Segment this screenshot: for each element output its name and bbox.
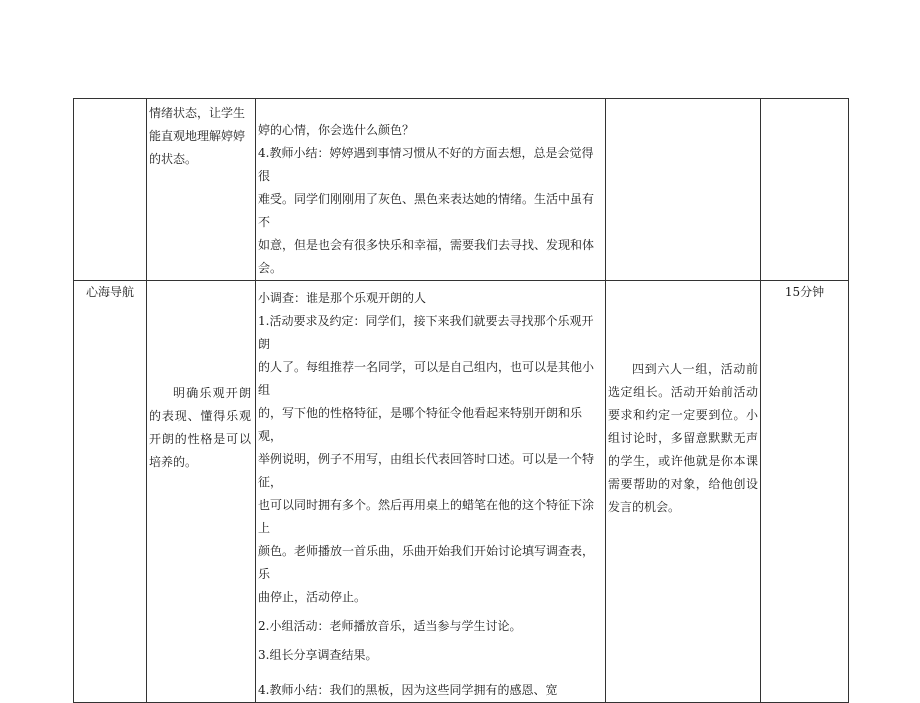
- goal-line: 的状态。: [149, 152, 198, 166]
- table-row: [74, 281, 849, 703]
- goal-line: 情绪状态，让学生: [149, 106, 246, 120]
- activity-line: 举例说明，例子不用写，由组长代表回答时口述。可以是一个特征，: [258, 452, 595, 489]
- time-cell: [761, 99, 849, 281]
- activity-line: 难受。同学们刚刚用了灰色、黑色来表达她的情绪。生活中虽有不: [258, 192, 595, 229]
- activity-line: 曲停止，活动停止。: [258, 590, 367, 604]
- section-cell: [74, 99, 147, 281]
- activity-line: 的人了。每组推荐一名同学，可以是自己组内，也可以是其他小组: [258, 360, 595, 397]
- activity-line: 2.小组活动：老师播放音乐，适当参与学生讨论。: [258, 619, 522, 633]
- activity-line: 4.教师小结：婷婷遇到事情习惯从不好的方面去想，总是会觉得很: [258, 146, 594, 183]
- activity-line: 3.组长分享调查结果。: [258, 648, 378, 662]
- activity-cell: [256, 99, 606, 281]
- goal-text: 明确乐观开朗的表现、懂得乐观开朗的性格是可以培养的。: [149, 386, 251, 469]
- activity-line: 婷的心情，你会选什么颜色？: [258, 123, 415, 137]
- time-cell: [761, 281, 849, 703]
- activity-line: 也可以同时拥有多个。然后再用桌上的蜡笔在他的这个特征下涂上: [258, 498, 595, 535]
- section-name-cell: [74, 281, 147, 703]
- activity-line: 的，写下他的性格特征，是哪个特征令他看起来特别开朗和乐观，: [258, 406, 583, 443]
- lesson-plan-table: [73, 98, 849, 703]
- goal-cell: [147, 99, 256, 281]
- activity-line: 4.教师小结：我们的黑板，因为这些同学拥有的感恩、宽: [258, 683, 558, 697]
- activity-line: 颜色。老师播放一首乐曲，乐曲开始我们开始讨论填写调查表，乐: [258, 544, 595, 581]
- note-cell: [606, 99, 761, 281]
- activity-line: 小调查：谁是那个乐观开朗的人: [258, 291, 427, 305]
- time-value: 15分钟: [784, 285, 825, 299]
- activity-cell: [256, 281, 606, 703]
- note-text: 四到六人一组，活动前选定组长。活动开始前活动要求和约定一定要到位。小组讨论时，多留意默默无声的学生，或许他就是你本课需要帮助的对象，给他创设发言的机会。: [608, 362, 758, 514]
- note-cell: [606, 281, 761, 703]
- activity-line: 如意，但是也会有很多快乐和幸福，需要我们去寻找、发现和体会。: [258, 238, 595, 275]
- section-name: 心海导航: [85, 285, 134, 299]
- table-row: [74, 99, 849, 281]
- goal-cell: [147, 281, 256, 703]
- goal-line: 能直观地理解婷婷: [149, 129, 246, 143]
- activity-line: 1.活动要求及约定：同学们，接下来我们就要去寻找那个乐观开朗: [258, 314, 594, 351]
